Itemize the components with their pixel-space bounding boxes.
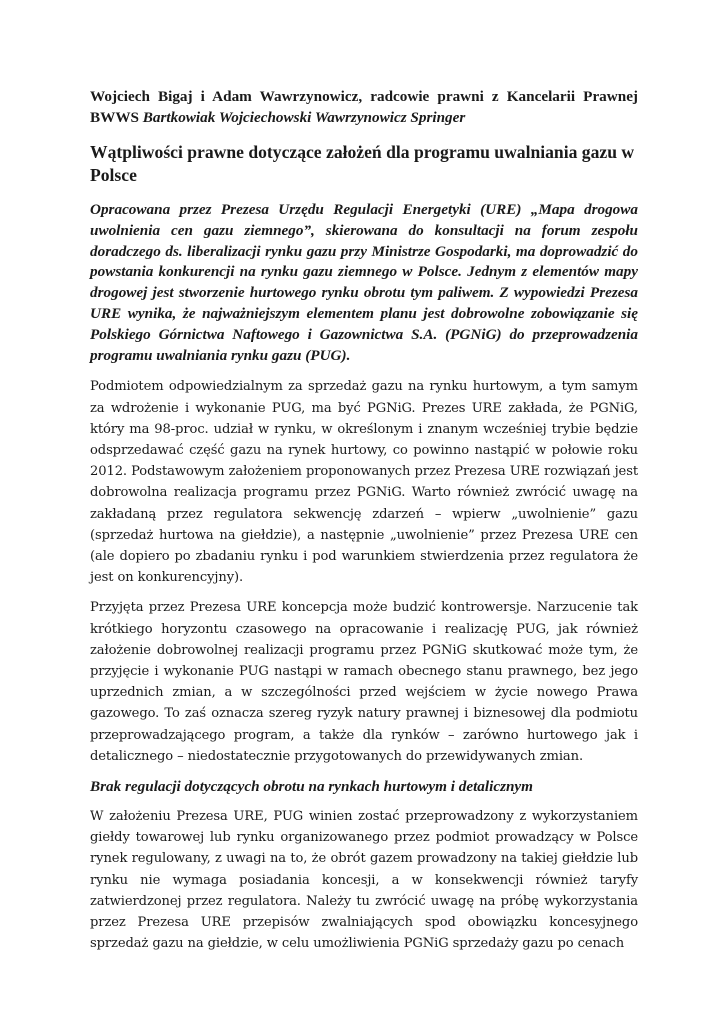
law-firm-name: Bartkowiak Wojciechowski Wawrzynowicz Springer	[142, 109, 466, 126]
article-title: Wątpliwości prawne dotyczące założeń dla programu uwalniania gazu w Polsce	[90, 142, 635, 185]
section-subheading: Brak regulacji dotyczących obrotu na rynkach hurtowym i detalicznym	[90, 778, 533, 796]
body-paragraph-3: W założeniu Prezesa URE, PUG winien zostać przeprowadzony z wykorzystaniem giełdy towarowej lub rynku organizowanego przez podmiot prowadzący w Polsce rynek regulowany, z uwagi na to, że obrót gazem prowadzony na takiej giełdzie lub rynku nie wymaga posiadania koncesji, a w konsekwencji również taryfy zatwierdzonej przez regulatora. Należy tu zwrócić uwagę na próbę wykorzystania przez Prezesa URE przepisów zwalniających spod obowiązku koncesyjnego sprzedaż gazu na giełdzie, w celu umożliwienia PGNiG sprzedaży gazu po cenach	[90, 809, 638, 952]
body-paragraph-2: Przyjęta przez Prezesa URE koncepcja może budzić kontrowersje. Narzucenie tak krótkiego horyzontu czasowego na opracowanie i realizację PUG, jak również założenie dobrowolnej realizacji programu przez PGNiG skutkować może tym, że przyjęcie i wykonanie PUG nastąpi w ramach obecnego stanu prawnego, bez jego uprzednich zmian, a w szczególności przed wejściem w życie nowego Prawa gazowego. To zaś oznacza szereg ryzyk natury prawnej i biznesowej dla podmiotu przeprowadzającego program, a także dla rynków – zarówno hurtowego jak i detalicznego – niedostatecznie przygotowanych do przewidywanych zmian.	[90, 600, 638, 764]
document-page	[90, 86, 638, 963]
authors-line	[90, 86, 638, 128]
lead-paragraph: Opracowana przez Prezesa Urzędu Regulacji Energetyki (URE) „Mapa drogowa uwolnienia cen gazu ziemnego”, skierowana do konsultacji na forum zespołu doradczego ds. liberalizacji rynku gazu przy Ministrze Gospodarki, ma doprowadzić do powstania konkurencji na rynku gazu ziemnego w Polsce. Jednym z elementów mapy drogowej jest stworzenie hurtowego rynku obrotu tym paliwem. Z wypowiedzi Prezesa URE wynika, że najważniejszym elementem planu jest dobrowolne zobowiązanie się Polskiego Górnictwa Naftowego i Gazownictwa S.A. (PGNiG) do przeprowadzenia programu uwalniania rynku gazu (PUG).	[90, 201, 638, 364]
authors-names: Wojciech Bigaj i Adam Wawrzynowicz, radcowie prawni z Kancelarii Prawnej BWWS	[90, 88, 638, 126]
body-paragraph-1: Podmiotem odpowiedzialnym za sprzedaż gazu na rynku hurtowym, a tym samym za wdrożenie i wykonanie PUG, ma być PGNiG. Prezes URE zakłada, że PGNiG, który ma 98-proc. udział w rynku, w określonym i znanym wcześniej trybie będzie odsprzedawać część gazu na rynek hurtowy, co powinno nastąpić w połowie roku 2012. Podstawowym założeniem proponowanych przez Prezesa URE rozwiązań jest dobrowolna realizacja programu przez PGNiG. Warto również zwrócić uwagę na zakładaną przez regulatora sekwencję zdarzeń – wpierw „uwolnienie” gazu (sprzedaż hurtowa na giełdzie), a następnie „uwolnienie” przez Prezesa URE cen (ale dopiero po zbadaniu rynku i pod warunkiem stwierdzenia przez regulatora że jest on konkurencyjny).	[90, 379, 638, 586]
